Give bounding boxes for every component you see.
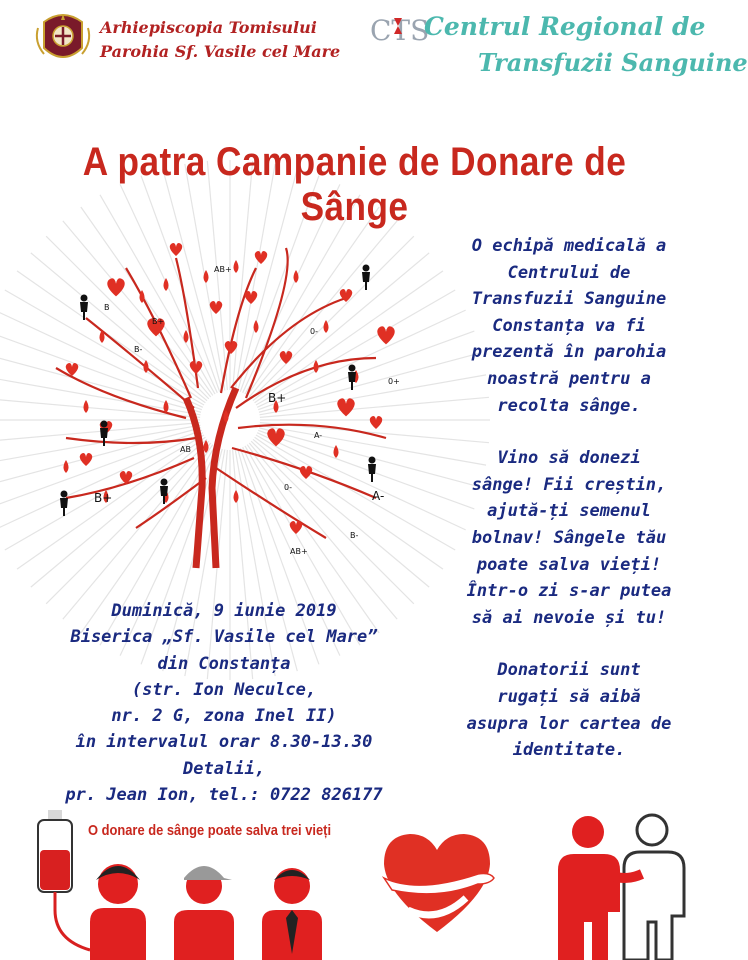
tree-heart <box>300 466 312 479</box>
blood-type-label: B+ <box>268 391 287 405</box>
description-line: asupra lor cartea de <box>466 713 672 734</box>
blood-type-label: B+ <box>94 491 113 505</box>
tree-heart <box>267 428 284 446</box>
tree-blood-drop <box>314 360 319 373</box>
blood-bag-icon <box>30 810 80 960</box>
tree-person-body <box>348 372 356 390</box>
tree-blood-drop <box>204 270 209 283</box>
tree-blood-drop <box>234 260 239 273</box>
tree-trunk <box>186 388 236 568</box>
tree-heart <box>255 251 267 264</box>
description-line: ajută-ți semenul <box>487 501 651 522</box>
tree-person-head <box>369 457 376 464</box>
helping-person-icon <box>548 812 704 960</box>
description-line: identitate. <box>512 740 626 761</box>
blood-type-label: B+ <box>152 317 165 326</box>
event-detail-line: pr. Jean Ion, tel.: 0722 826177 <box>65 785 383 806</box>
tree-blood-drop <box>84 400 89 413</box>
description-line: poate salva vieți! <box>476 554 662 575</box>
description-line: Donatorii sunt <box>497 660 641 681</box>
archdiocese-name: Arhiepiscopia Tomisului <box>100 18 317 37</box>
tree-blood-drop <box>144 360 149 373</box>
tree-person-body <box>100 428 108 446</box>
tree-heart <box>377 326 394 344</box>
cts-logo-icon <box>368 8 430 48</box>
tree-heart <box>337 398 354 416</box>
transfusion-center-header <box>368 4 748 84</box>
tree-person-head <box>61 491 68 498</box>
blood-type-label: AB <box>180 445 191 454</box>
blood-type-label: AB+ <box>290 547 308 556</box>
blood-type-label: 0- <box>310 327 318 336</box>
event-detail-line: nr. 2 G, zona Inel II) <box>111 706 337 727</box>
tree-branch <box>236 358 376 408</box>
blood-tree-illustration <box>46 238 426 568</box>
tree-person-body <box>368 464 376 482</box>
tree-heart <box>280 351 292 364</box>
description-line: recolta sânge. <box>497 395 641 416</box>
description-paragraph-2 <box>428 445 710 631</box>
tree-heart <box>245 291 257 304</box>
blood-type-label: A- <box>372 489 385 503</box>
tree-heart <box>290 521 302 534</box>
parish-name: Parohia Sf. Vasile cel Mare <box>100 42 341 61</box>
tree-blood-drop <box>164 278 169 291</box>
event-detail-line: Biserica „Sf. Vasile cel Mare” <box>70 627 378 648</box>
tree-branch <box>216 468 326 538</box>
description-line: Într-o zi s-ar putea <box>466 581 672 602</box>
tree-blood-drop <box>334 445 339 458</box>
blood-type-label: B- <box>350 531 359 540</box>
tree-blood-drop <box>64 460 69 473</box>
tree-person-head <box>363 265 370 272</box>
event-detail-line: Duminică, 9 iunie 2019 <box>111 601 337 621</box>
archdiocese-header <box>34 8 364 70</box>
description-line: Constanța va fi <box>492 315 646 336</box>
tree-person-head <box>81 295 88 302</box>
event-detail-line: Detalii, <box>183 758 265 779</box>
event-detail-line: din Constanța <box>157 653 291 674</box>
description-line: O echipă medicală a <box>471 236 667 256</box>
tree-heart <box>107 278 124 296</box>
blood-type-label: A- <box>314 431 323 440</box>
tree-blood-drop <box>324 320 329 333</box>
heart-hug-icon <box>378 828 496 936</box>
event-detail-line: (str. Ion Neculce, <box>131 679 317 700</box>
description-line: noastră pentru a <box>487 368 651 389</box>
tree-blood-drop <box>234 490 239 503</box>
tree-blood-drop <box>254 320 259 333</box>
description-line: Vino să donezi <box>497 448 641 469</box>
tree-branch <box>66 438 196 443</box>
center-name-line1: Centrul Regional de <box>424 12 706 41</box>
person-woman <box>90 864 146 960</box>
description-line: prezentă în parohia <box>471 342 667 363</box>
blood-type-label: 0+ <box>388 377 400 386</box>
center-name-line2: Transfuzii Sanguine <box>478 48 748 77</box>
tree-branch <box>136 478 206 528</box>
tree-branch <box>246 248 288 398</box>
campaign-description <box>428 233 710 790</box>
description-paragraph-3 <box>428 657 710 763</box>
blood-type-label: AB+ <box>214 265 232 274</box>
archdiocese-crest-icon <box>34 8 92 66</box>
tree-heart <box>210 301 222 314</box>
description-line: rugați să aibă <box>497 686 641 707</box>
slogan: O donare de sânge poate salva trei vieți <box>88 822 332 839</box>
tree-person-head <box>349 365 356 372</box>
tree-person-head <box>101 421 108 428</box>
three-saved-people-icon <box>80 850 350 960</box>
tree-person-body <box>362 272 370 290</box>
person-cap <box>174 866 234 960</box>
description-paragraph-1 <box>428 233 710 419</box>
tree-person-head <box>161 479 168 486</box>
tree-branch <box>231 298 346 388</box>
description-line: Centrului de <box>507 262 631 283</box>
tree-branch <box>238 425 386 438</box>
tree-blood-drop <box>204 440 209 453</box>
event-detail-line: în intervalul orar 8.30-13.30 <box>75 732 373 753</box>
tree-blood-drop <box>294 270 299 283</box>
tree-heart <box>80 453 92 466</box>
tree-blood-drop <box>184 330 189 343</box>
tree-branch <box>221 268 256 393</box>
person-tie <box>262 868 322 960</box>
blood-type-label: B- <box>134 345 143 354</box>
tree-blood-drop <box>164 400 169 413</box>
event-details <box>20 598 428 808</box>
description-line: bolnav! Sângele tău <box>471 527 667 548</box>
description-line: Transfuzii Sanguine <box>471 289 667 310</box>
description-line: să ai nevoie și tu! <box>471 607 667 628</box>
tree-heart <box>190 361 202 374</box>
blood-type-label: B <box>104 303 110 312</box>
cts-logo-text: CTS <box>370 14 430 47</box>
blood-type-label: 0- <box>284 483 292 492</box>
campaign-title: A patra Campanie de Donare de Sânge <box>82 140 627 229</box>
description-line: sânge! Fii creștin, <box>471 474 667 495</box>
tree-heart <box>370 416 382 429</box>
tree-heart <box>170 243 182 256</box>
tree-person-body <box>60 498 68 516</box>
